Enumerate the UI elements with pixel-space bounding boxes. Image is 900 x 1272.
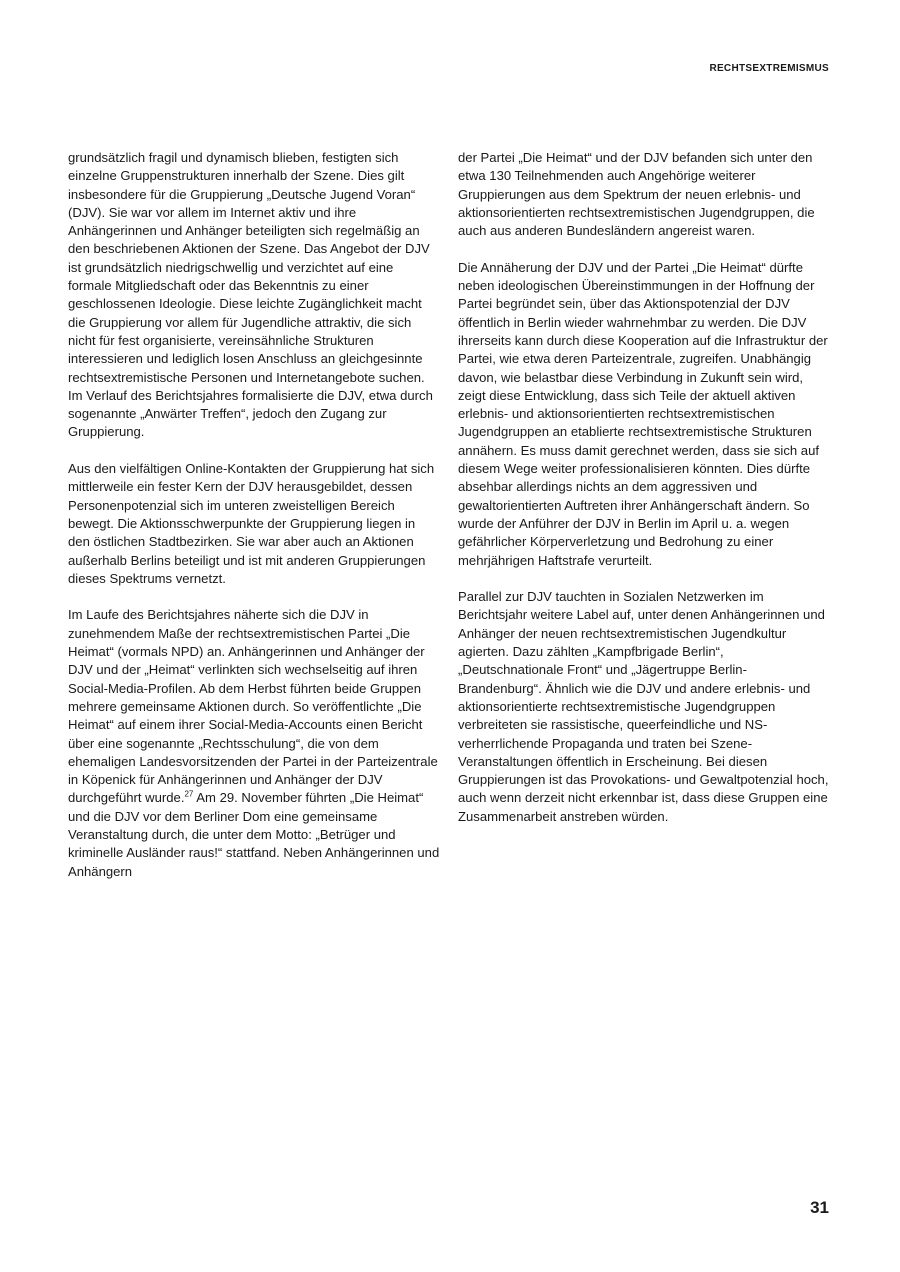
paragraph-text: Am 29. November führten „Die Heimat“ und die DJV vor dem Berliner Dom eine gemeinsame Veranstaltung durch, die unter dem Motto: „Betrüger und kriminelle Ausländer raus!“ stattfand. Neben Anhängerinnen und Anhängern — [68, 790, 440, 879]
paragraph: Die Annäherung der DJV und der Partei „Die Heimat“ dürfte neben ideologischen Übereinstimmungen in der Hoffnung der Partei begründet sein, über das Aktionspotenzial der DJV öffentlich in Berlin wieder wahrnehmbar zu werden. Die DJV ihrerseits kann durch diese Kooperation auf die Infrastruktur der Partei, wie etwa deren Parteizentrale, zugreifen. Unabhängig davon, wie belastbar diese Verbindung in Zukunft sein wird, zeigt diese Entwicklung, dass sich Teile der aktuell aktiven erlebnis- und aktionsorientierten rechtsextremistischen Jugendgruppen an etablierte rechtsextremistische Strukturen annähern. Es muss damit gerechnet werden, dass sie sich auf diesem Wege weiter professionalisieren könnten. Dies dürfte absehbar allerdings nichts an dem aggressiven und gewaltorientierten Auftreten ihrer Anhängerschaft ändern. So wurde der Anführer der DJV in Berlin im April u. a. wegen gefährlicher Körperverletzung und Bedrohung zu einer mehrjährigen Haftstrafe verurteilt. — [458, 259, 828, 568]
paragraph: der Partei „Die Heimat“ und der DJV befanden sich unter den etwa 130 Teilnehmenden auch Angehörige weiterer Gruppierungen aus dem Spektrum der neuen erlebnis- und aktionsorientierten rechtsextremistischen Jugendgruppen, die auch aus anderen Bundesländern angereist waren. — [458, 150, 815, 239]
footnote-reference[interactable]: 27 — [184, 790, 194, 800]
section-header: RECHTSEXTREMISMUS — [709, 63, 829, 74]
page-number: 31 — [810, 1198, 829, 1217]
paragraph: grundsätzlich fragil und dynamisch blieben, festigten sich einzelne Gruppenstrukturen innerhalb der Szene. Dies gilt insbesondere für die Gruppierung „Deutsche Jugend Voran“ (DJV). Sie war vor allem im Internet aktiv und ihre Anhängerinnen und Anhänger beteiligten sich regelmäßig an den beschriebenen Aktionen der Szene. Das Angebot der DJV ist grundsätzlich niedrigschwellig und verzichtet auf eine formale Mitgliedschaft oder das Bekenntnis zu einer geschlossenen Ideologie. Diese leichte Zugänglichkeit macht die Gruppierung vor allem für Jugendliche attraktiv, die sich nicht für fest organisierte, vereinsähnliche Strukturen interessieren und lediglich losen Anschluss an gleichgesinnte rechtsextremistische Personen und Internetangebote suchen. Im Verlauf des Berichtsjahres formalisierte die DJV, etwa durch sogenannte „Anwärter Treffen“, jedoch den Zugang zur Gruppierung. — [68, 150, 433, 440]
paragraph: Parallel zur DJV tauchten in Sozialen Netzwerken im Berichtsjahr weitere Label auf, unter denen Anhängerinnen und Anhänger der neuen rechtsextremistischen Jugendkultur agierten. Dazu zählten „Kampfbrigade Berlin“, „Deutschnationale Front“ und „Jägertruppe Berlin-Brandenburg“. Ähnlich wie die DJV und andere erlebnis- und aktionsorientierte rechtsextremistische Jugendgruppen verbreiteten sie rassistische, queerfeindliche und NS-verherrlichende Propaganda und traten bei Szene-Veranstaltungen öffentlich in Erscheinung. Bei diesen Gruppierungen ist das Provokations- und Gewaltpotenzial hoch, auch wenn derzeit nicht erkennbar ist, dass diese Gruppen eine Zusammenarbeit anstreben würden. — [458, 589, 829, 824]
right-column — [458, 149, 830, 844]
left-column — [68, 149, 440, 899]
paragraph: Aus den vielfältigen Online-Kontakten der Gruppierung hat sich mittlerweile ein fester Kern der DJV herausgebildet, dessen Personenpotenzial sich im unteren zweistelligen Bereich bewegt. Die Aktionsschwerpunkte der Gruppierung liegen in den östlichen Stadtbezirken. Sie war aber auch an Aktionen außerhalb Berlins beteiligt und ist mit anderen Gruppierungen dieses Spektrums vernetzt. — [68, 461, 435, 586]
paragraph — [68, 606, 440, 880]
paragraph-text: Im Laufe des Berichtsjahres näherte sich die DJV in zunehmendem Maße der rechtsextremistischen Partei „Die Heimat“ (vormals NPD) an. Anhängerinnen und Anhänger der DJV und der „Heimat“ verlinkten sich wechselseitig auf ihren Social-Media-Profilen. Ab dem Herbst führten beide Gruppen mehrere gemeinsame Aktionen durch. So veröffentlichte „Die Heimat“ auf einem ihrer Social-Media-Accounts einen Bericht über eine sogenannte „Rechtsschulung“, die von dem ehemaligen Landesvorsitzenden der Partei in der Parteizentrale in Köpenick für Anhängerinnen und Anhänger der DJV durchgeführt wurde. — [68, 607, 438, 806]
